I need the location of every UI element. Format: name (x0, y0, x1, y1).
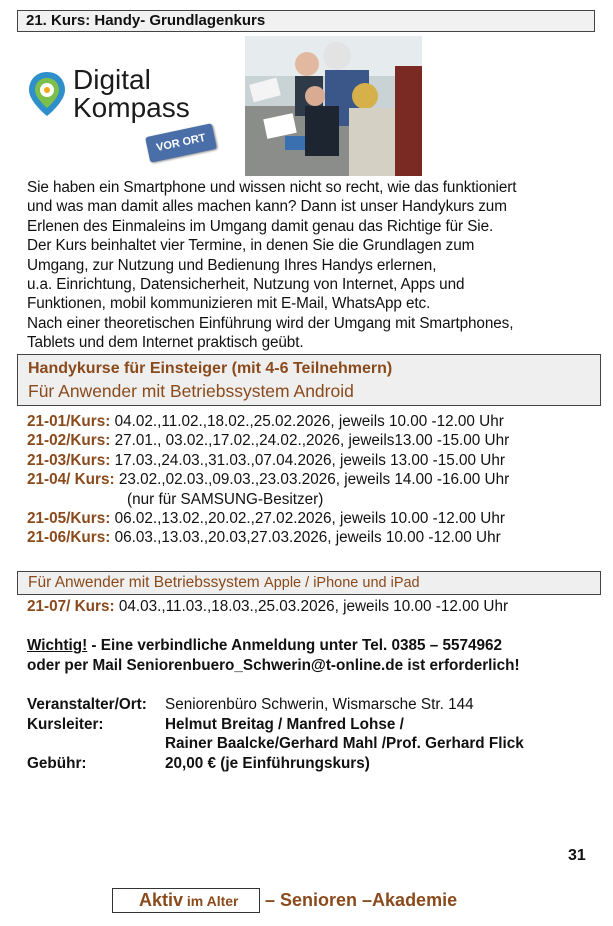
digital-kompass-logo (27, 60, 227, 175)
footer-academy: – Senioren –Akademie (260, 890, 458, 910)
pin-icon (27, 70, 67, 118)
notice-line-2: oder per Mail Seniorenbuero_Schwerin@t-online.de ist erforderlich! (27, 657, 520, 674)
intro-line: Nach einer theoretischen Einführung wird der Umgang mit Smartphones, (27, 314, 514, 332)
registration-notice (27, 636, 520, 676)
logo-line-1: Digital (73, 64, 151, 95)
notice-line-1 (27, 636, 520, 656)
fee-label: Gebühr: (27, 754, 87, 772)
intro-line: u.a. Einrichtung, Datensicherheit, Nutzung von Internet, Apps und (27, 276, 465, 294)
intro-line: Sie haben ein Smartphone und wissen nicht so recht, wie das funktioniert (27, 179, 517, 196)
venue-value: Seniorenbüro Schwerin, Wismarsche Str. 144 (165, 696, 474, 713)
course-dates: 27.01., 03.02.,17.02.,24.02.,2026, jeweils13.00 -15.00 Uhr (110, 432, 510, 450)
apple-course-row (27, 597, 508, 616)
venue-row (27, 695, 474, 715)
footer-im-alter: im Alter (183, 893, 239, 909)
course-dates: 23.02.,02.03.,09.03.,23.03.2026, jeweils 14.00 -16.00 Uhr (114, 471, 510, 489)
course-row (27, 470, 597, 489)
page-number: 31 (568, 847, 586, 864)
course-dates: 04.02.,11.02.,18.02.,25.02.2026, jeweils 10.00 -12.00 Uhr (110, 413, 504, 430)
course-label: 21-07/ Kurs: (27, 598, 115, 615)
course-row (27, 412, 597, 431)
course-row (27, 509, 597, 528)
apple-suffix: Apple / iPhone und iPad (264, 575, 420, 591)
fee-value: 20,00 € (je Einführungskurs) (165, 754, 370, 772)
leaders-row (27, 715, 404, 735)
footer-box (112, 888, 260, 913)
apple-prefix: Für Anwender mit Betriebssystem (28, 574, 265, 591)
course-dates: 04.03.,11.03.,18.03.,25.03.2026, jeweils 10.00 -12.00 Uhr (114, 598, 509, 615)
course-label: 21-01/Kurs: (27, 413, 111, 430)
course-dates: 17.03.,24.03.,31.03.,07.04.2026, jeweils 13.00 -15.00 Uhr (110, 451, 505, 469)
beginner-box (17, 354, 601, 406)
course-label: 21-02/Kurs: (27, 432, 111, 450)
intro-line: Erlenen des Einmaleins im Umgang damit genau das Richtige für Sie. (27, 217, 494, 235)
course-title-box (17, 10, 595, 32)
android-subheading: Für Anwender mit Betriebssystem Android (28, 381, 354, 401)
course-row (27, 528, 597, 547)
logo-line-2: Kompass (73, 92, 190, 123)
vor-ort-tag: VOR ORT (145, 123, 217, 163)
apple-box (17, 571, 601, 595)
venue-label: Veranstalter/Ort: (27, 696, 147, 713)
leaders-value-2: Rainer Baalcke/Gerhard Mahl /Prof. Gerhard Flick (165, 735, 524, 753)
intro-line: Der Kurs beinhaltet vier Termine, in denen Sie die Grundlagen zum (27, 237, 475, 255)
course-photo (245, 36, 422, 176)
intro-line: Tablets und dem Internet praktisch geübt. (27, 334, 304, 352)
leaders-label: Kursleiter: (27, 715, 104, 733)
course-row (27, 451, 597, 470)
course-row (27, 431, 597, 450)
important-label: Wichtig! (27, 637, 88, 654)
course-label: 21-03/Kurs: (27, 451, 111, 469)
course-label: 21-04/ Kurs: (27, 471, 115, 489)
leaders-row-2 (27, 734, 524, 754)
notice-phone: - Eine verbindliche Anmeldung unter Tel. 0385 – 5574962 (87, 637, 503, 654)
intro-line: Umgang, zur Nutzung und Bedienung Ihres Handys erlernen, (27, 256, 437, 274)
course-label: 21-06/Kurs: (27, 529, 111, 547)
intro-line: Funktionen, mobil kommunizieren mit E-Mail, WhatsApp etc. (27, 295, 431, 313)
intro-text (27, 178, 597, 353)
intro-line: und was man damit alles machen kann? Dann ist unser Handykurs zum (27, 198, 507, 216)
beginner-heading: Handykurse für Einsteiger (mit 4-6 Teilnehmern) (28, 360, 393, 377)
course-title: 21. Kurs: Handy- Grundlagenkurs (26, 12, 266, 29)
logo-wordmark (73, 66, 190, 122)
footer-brand (112, 888, 457, 914)
leaders-value-1: Helmut Breitag / Manfred Lohse / (165, 715, 404, 733)
course-dates: 06.03.,13.03.,20.03,27.03.2026, jeweils 10.00 -12.00 Uhr (110, 529, 501, 547)
course-dates: 06.02.,13.02.,20.02.,27.02.2026, jeweils 10.00 -12.00 Uhr (110, 510, 505, 528)
fee-row (27, 754, 370, 774)
android-course-list (27, 412, 597, 548)
samsung-note: (nur für SAMSUNG-Besitzer) (127, 490, 324, 508)
course-label: 21-05/Kurs: (27, 510, 111, 528)
organizer-info (27, 695, 524, 773)
footer-aktiv: Aktiv (139, 890, 184, 910)
